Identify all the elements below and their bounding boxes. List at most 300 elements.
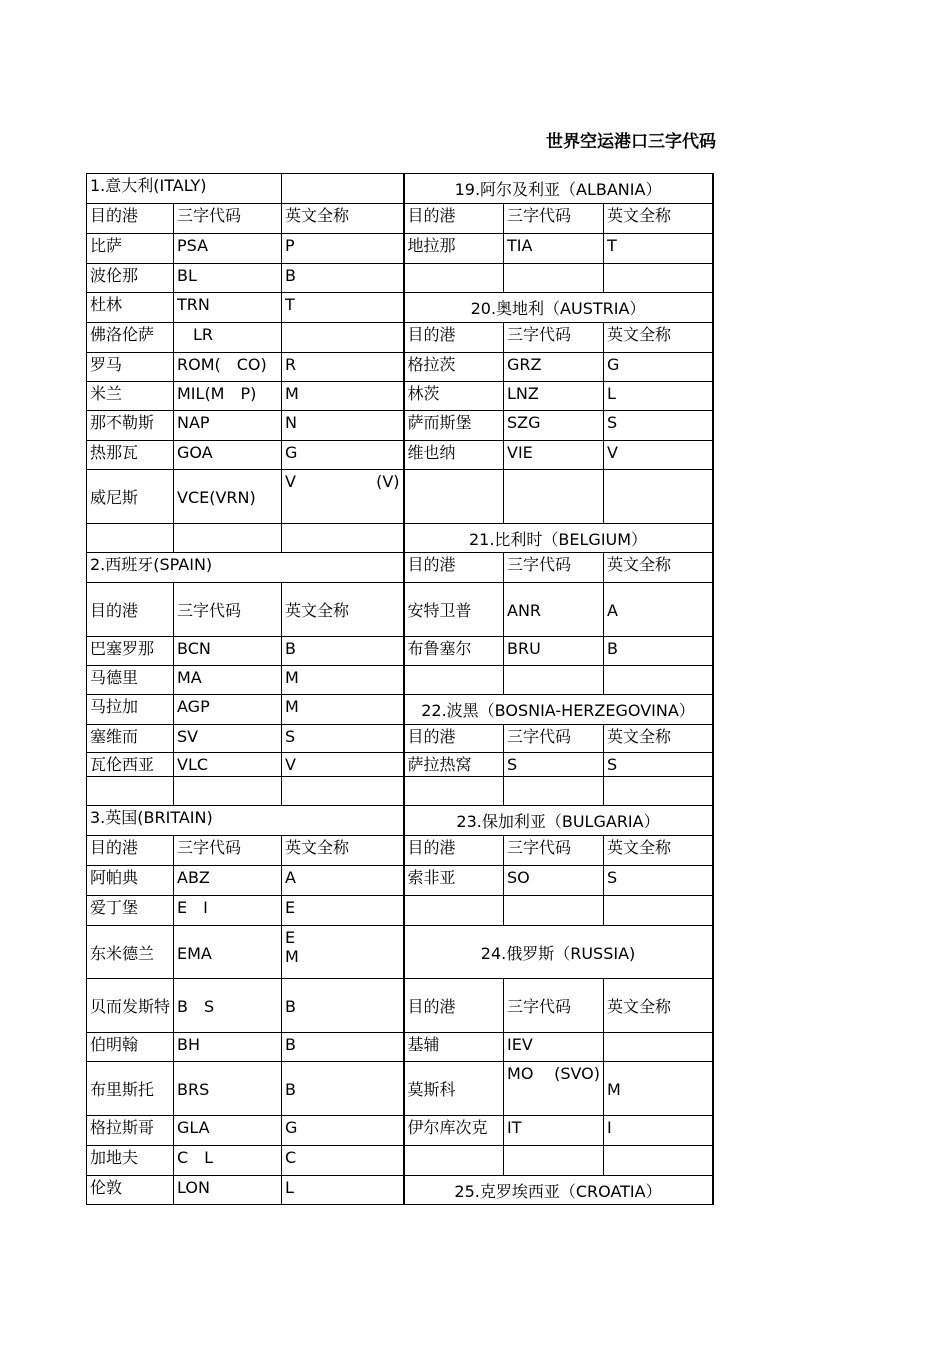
table-cell	[404, 382, 504, 411]
table-cell	[404, 836, 504, 866]
table-cell	[87, 234, 174, 264]
cell-text: EMA	[177, 943, 212, 963]
cell-text: A	[607, 601, 618, 620]
cell-text: ROM( CO)	[177, 355, 267, 374]
cell-text: L	[607, 384, 616, 403]
table-row	[87, 524, 713, 553]
table-cell	[404, 695, 713, 725]
cell-text: 三字代码	[177, 601, 242, 620]
table-cell	[174, 836, 282, 866]
table-cell	[604, 1033, 713, 1062]
table-cell	[87, 382, 174, 411]
table-cell	[174, 666, 282, 695]
cell-text: 威尼斯	[90, 488, 139, 507]
cell-text: S	[607, 413, 618, 432]
table-cell	[404, 264, 504, 293]
table-cell	[87, 666, 174, 695]
cell-text: 萨拉热窝	[407, 755, 472, 774]
table-cell	[174, 1146, 282, 1176]
table-cell	[504, 441, 604, 470]
cell-text: 爱丁堡	[90, 898, 139, 917]
table-cell	[174, 264, 282, 293]
table-cell	[282, 353, 404, 382]
cell-text: 林茨	[407, 384, 440, 403]
table-cell	[604, 323, 713, 353]
cell-text: 加地夫	[90, 1148, 139, 1167]
table-cell	[282, 926, 404, 979]
table-cell	[174, 1062, 282, 1116]
cell-text: AGP	[177, 697, 210, 716]
cell-text: SV	[177, 727, 199, 746]
table-cell	[604, 637, 713, 666]
table-cell	[604, 666, 713, 695]
cell-text: 马拉加	[90, 697, 139, 716]
table-cell	[87, 353, 174, 382]
table-cell	[404, 1146, 504, 1176]
table-cell	[282, 725, 404, 753]
table-cell	[87, 637, 174, 666]
table-cell	[87, 806, 404, 836]
table-cell	[404, 524, 713, 553]
table-row	[87, 836, 713, 866]
cell-text: LON	[177, 1178, 210, 1197]
table-cell	[174, 866, 282, 896]
cell-text: M	[285, 697, 299, 716]
table-cell	[504, 553, 604, 583]
table-cell	[282, 382, 404, 411]
table-row	[87, 323, 713, 353]
table-cell	[504, 896, 604, 926]
table-cell	[504, 753, 604, 777]
cell-text: LR	[177, 325, 214, 344]
table-cell	[174, 637, 282, 666]
table-cell	[282, 753, 404, 777]
table-cell	[174, 411, 282, 441]
table-cell	[404, 1176, 713, 1205]
cell-text: 23.保加利亚（BULGARIA）	[456, 812, 660, 831]
cell-text: MO (SVO)	[507, 1064, 601, 1083]
table-cell	[174, 382, 282, 411]
table-cell	[504, 264, 604, 293]
table-row	[87, 1033, 713, 1062]
table-cell	[504, 1033, 604, 1062]
cell-text: E I	[177, 898, 208, 917]
table-cell	[282, 174, 404, 204]
table-cell	[174, 323, 282, 353]
table-cell	[404, 583, 504, 637]
cell-text: 英文全称	[607, 727, 672, 746]
cell-text: 安特卫普	[407, 601, 472, 620]
table-cell	[504, 411, 604, 441]
table-cell	[87, 979, 174, 1033]
table-cell	[504, 353, 604, 382]
cell-text: 三字代码	[507, 325, 572, 344]
cell-text: VCE(VRN)	[177, 488, 256, 507]
table-cell	[174, 470, 282, 524]
table-cell	[604, 204, 713, 234]
cell-text: T	[607, 236, 617, 255]
table-cell	[404, 666, 504, 695]
table-cell	[604, 1146, 713, 1176]
cell-text: B	[285, 1080, 296, 1099]
table-row	[87, 1146, 713, 1176]
table-cell	[504, 470, 604, 524]
table-cell	[404, 411, 504, 441]
cell-text: 目的港	[407, 555, 456, 574]
cell-text: 马德里	[90, 668, 139, 687]
table-cell	[87, 777, 174, 806]
table-cell	[604, 553, 713, 583]
cell-text: PSA	[177, 236, 209, 255]
table-cell	[404, 866, 504, 896]
table-row	[87, 234, 713, 264]
table-cell	[282, 836, 404, 866]
table-cell	[404, 174, 713, 204]
table-row	[87, 1176, 713, 1205]
table-cell	[174, 1116, 282, 1146]
table-cell	[404, 553, 504, 583]
table-cell	[282, 470, 404, 524]
cell-text: E	[285, 898, 296, 917]
cell-text: M	[285, 384, 299, 403]
table-cell	[282, 293, 404, 323]
cell-text: S	[607, 755, 618, 774]
table-cell	[504, 234, 604, 264]
table-cell	[604, 979, 713, 1033]
table-cell	[87, 836, 174, 866]
cell-text: 佛洛伦萨	[90, 325, 155, 344]
cell-text: ABZ	[177, 868, 210, 887]
table-cell	[604, 470, 713, 524]
cell-text: NAP	[177, 413, 210, 432]
table-cell	[282, 323, 404, 353]
table-cell	[504, 637, 604, 666]
table-cell	[87, 1062, 174, 1116]
table-cell	[87, 866, 174, 896]
table-cell	[404, 637, 504, 666]
cell-text: 目的港	[407, 206, 456, 225]
table-row	[87, 637, 713, 666]
cell-text: IT	[507, 1118, 522, 1137]
cell-text: BH	[177, 1035, 201, 1054]
table-cell	[404, 1116, 504, 1146]
table-cell	[404, 204, 504, 234]
airport-code-table	[86, 173, 714, 1205]
cell-text: BL	[177, 266, 197, 285]
table-cell	[404, 293, 713, 323]
table-cell	[174, 204, 282, 234]
cell-text: 那不勒斯	[90, 413, 155, 432]
cell-text: TRN	[177, 295, 210, 314]
table-cell	[87, 753, 174, 777]
cell-text: 英文全称	[285, 838, 350, 857]
table-cell	[87, 583, 174, 637]
table-cell	[282, 1176, 404, 1205]
table-row	[87, 896, 713, 926]
table-cell	[174, 293, 282, 323]
cell-text: 英文全称	[607, 206, 672, 225]
table-cell	[87, 1146, 174, 1176]
cell-text: 英文全称	[607, 325, 672, 344]
cell-text: 三字代码	[507, 997, 572, 1016]
table-cell	[404, 725, 504, 753]
table-cell	[174, 583, 282, 637]
table-cell	[604, 753, 713, 777]
table-row	[87, 264, 713, 293]
table-cell	[174, 896, 282, 926]
cell-text: 英文全称	[607, 997, 672, 1016]
cell-text: V (V)	[285, 472, 400, 491]
table-cell	[174, 777, 282, 806]
table-cell	[404, 1033, 504, 1062]
table-cell	[604, 777, 713, 806]
cell-text: SO	[507, 868, 530, 887]
table-cell	[282, 1062, 404, 1116]
table-cell	[282, 204, 404, 234]
cell-text: 英文全称	[285, 206, 350, 225]
table-cell	[282, 234, 404, 264]
table-cell	[504, 777, 604, 806]
table-cell	[282, 1033, 404, 1062]
cell-text: 英文全称	[607, 555, 672, 574]
cell-text: 英文全称	[285, 601, 350, 620]
table-row	[87, 441, 713, 470]
cell-text: 三字代码	[177, 838, 242, 857]
cell-text: GRZ	[507, 355, 542, 374]
table-row	[87, 1062, 713, 1116]
cell-text: V	[285, 755, 296, 774]
cell-text: S	[507, 755, 518, 774]
cell-text: P	[285, 236, 295, 255]
cell-text: 伦敦	[90, 1178, 123, 1197]
cell-text: MIL(M P)	[177, 384, 257, 403]
cell-text: G	[285, 443, 298, 462]
cell-text: 三字代码	[507, 555, 572, 574]
table-cell	[87, 695, 174, 725]
table-cell	[404, 926, 713, 979]
table-cell	[504, 866, 604, 896]
cell-text: LNZ	[507, 384, 539, 403]
table-cell	[504, 204, 604, 234]
table-cell	[504, 666, 604, 695]
table-cell	[504, 323, 604, 353]
table-row	[87, 583, 713, 637]
table-cell	[404, 353, 504, 382]
cell-text: 目的港	[407, 997, 456, 1016]
table-cell	[504, 1062, 604, 1116]
table-row	[87, 806, 713, 836]
table-cell	[87, 204, 174, 234]
table-cell	[282, 979, 404, 1033]
cell-text: 杜林	[90, 295, 123, 314]
cell-text: E M	[285, 928, 299, 966]
table-cell	[174, 1176, 282, 1205]
cell-text: B	[285, 997, 296, 1016]
cell-text: V	[607, 443, 618, 462]
cell-text: VLC	[177, 755, 209, 774]
table-cell	[282, 1146, 404, 1176]
cell-text: 19.阿尔及利亚（ALBANIA）	[454, 180, 662, 199]
table-cell	[87, 725, 174, 753]
cell-text: 莫斯科	[407, 1080, 456, 1099]
cell-text: M	[285, 668, 299, 687]
table-row	[87, 174, 713, 204]
cell-text: 巴塞罗那	[90, 639, 155, 658]
table-cell	[174, 353, 282, 382]
cell-text: 格拉茨	[407, 355, 456, 374]
table-cell	[504, 1116, 604, 1146]
cell-text: G	[607, 355, 620, 374]
table-row	[87, 382, 713, 411]
table-cell	[504, 979, 604, 1033]
table-cell	[404, 979, 504, 1033]
table-cell	[404, 777, 504, 806]
cell-text: 比萨	[90, 236, 123, 255]
cell-text: BRS	[177, 1080, 210, 1099]
cell-text: 24.俄罗斯（RUSSIA)	[480, 943, 636, 963]
cell-text: BCN	[177, 639, 211, 658]
cell-text: 贝而发斯特	[90, 997, 171, 1016]
table-cell	[604, 836, 713, 866]
table-cell	[604, 234, 713, 264]
table-cell	[282, 637, 404, 666]
cell-text: 米兰	[90, 384, 123, 403]
table-row	[87, 293, 713, 323]
cell-text: 罗马	[90, 355, 123, 374]
table-cell	[504, 725, 604, 753]
table-cell	[504, 382, 604, 411]
table-row	[87, 411, 713, 441]
table-cell	[87, 411, 174, 441]
cell-text: T	[285, 295, 295, 314]
cell-text: C L	[177, 1148, 214, 1167]
table-cell	[404, 806, 713, 836]
table-cell	[87, 264, 174, 293]
table-cell	[404, 441, 504, 470]
cell-text: 目的港	[90, 601, 139, 620]
table-cell	[282, 666, 404, 695]
cell-text: I	[607, 1118, 612, 1137]
cell-text: B	[285, 1035, 296, 1054]
table-cell	[604, 725, 713, 753]
table-row	[87, 553, 713, 583]
table-cell	[282, 264, 404, 293]
table-cell	[404, 470, 504, 524]
table-row	[87, 1116, 713, 1146]
cell-text: GLA	[177, 1118, 210, 1137]
cell-text: 三字代码	[507, 727, 572, 746]
table-cell	[504, 836, 604, 866]
table-cell	[604, 1062, 713, 1116]
cell-text: BRU	[507, 639, 541, 658]
cell-text: 伊尔库次克	[407, 1118, 488, 1137]
table-cell	[174, 695, 282, 725]
cell-text: B	[285, 266, 296, 285]
cell-text: 阿帕典	[90, 868, 139, 887]
table-cell	[604, 264, 713, 293]
cell-text: 地拉那	[407, 236, 456, 255]
cell-text: 2.西班牙(SPAIN)	[90, 555, 213, 574]
table-cell	[404, 234, 504, 264]
table-cell	[282, 1116, 404, 1146]
table-cell	[174, 926, 282, 979]
cell-text: 三字代码	[177, 206, 242, 225]
cell-text: ANR	[507, 601, 542, 620]
table-row	[87, 353, 713, 382]
cell-text: VIE	[507, 443, 533, 462]
table-cell	[174, 234, 282, 264]
table-cell	[604, 866, 713, 896]
table-cell	[504, 1146, 604, 1176]
cell-text: GOA	[177, 443, 213, 462]
table-cell	[404, 753, 504, 777]
table-cell	[174, 1033, 282, 1062]
table-cell	[87, 1033, 174, 1062]
cell-text: 热那瓦	[90, 443, 139, 462]
table-cell	[604, 1116, 713, 1146]
table-cell	[174, 753, 282, 777]
cell-text: SZG	[507, 413, 541, 432]
cell-text: B S	[177, 997, 215, 1016]
table-cell	[87, 926, 174, 979]
cell-text: 伯明翰	[90, 1035, 139, 1054]
cell-text: 22.波黑（BOSNIA-HERZEGOVINA）	[421, 701, 695, 720]
cell-text: TIA	[507, 236, 533, 255]
cell-text: 三字代码	[507, 206, 572, 225]
table-cell	[282, 583, 404, 637]
table-cell	[604, 896, 713, 926]
table-cell	[282, 896, 404, 926]
table-cell	[174, 725, 282, 753]
cell-text: 三字代码	[507, 838, 572, 857]
cell-text: B	[285, 639, 296, 658]
table-row	[87, 204, 713, 234]
table-cell	[87, 1176, 174, 1205]
table-cell	[282, 777, 404, 806]
cell-text: 布鲁塞尔	[407, 639, 472, 658]
cell-text: 1.意大利(ITALY)	[90, 176, 207, 195]
table-cell	[87, 524, 174, 553]
cell-text: 25.克罗埃西亚（CROATIA）	[454, 1181, 662, 1201]
cell-text: G	[285, 1118, 298, 1137]
cell-text: 波伦那	[90, 266, 139, 285]
cell-text: 21.比利时（BELGIUM）	[468, 529, 648, 549]
cell-text: 3.英国(BRITAIN)	[90, 808, 213, 827]
cell-text: MA	[177, 668, 202, 687]
cell-text: 英文全称	[607, 838, 672, 857]
cell-text: IEV	[507, 1035, 533, 1054]
table-cell	[282, 524, 404, 553]
cell-text: 目的港	[407, 727, 456, 746]
table-cell	[282, 866, 404, 896]
table-row	[87, 979, 713, 1033]
table-cell	[604, 382, 713, 411]
cell-text: 维也纳	[407, 443, 456, 462]
cell-text: 目的港	[407, 325, 456, 344]
cell-text: R	[285, 355, 297, 374]
cell-text: 瓦伦西亚	[90, 755, 155, 774]
table-cell	[87, 553, 404, 583]
table-cell	[604, 353, 713, 382]
cell-text: S	[607, 868, 618, 887]
table-row	[87, 753, 713, 777]
table-row	[87, 666, 713, 695]
table-cell	[504, 583, 604, 637]
cell-text: 目的港	[90, 838, 139, 857]
cell-text: 东米德兰	[90, 943, 155, 963]
cell-text: 20.奥地利（AUSTRIA）	[470, 299, 646, 318]
cell-text: M	[607, 1080, 621, 1099]
